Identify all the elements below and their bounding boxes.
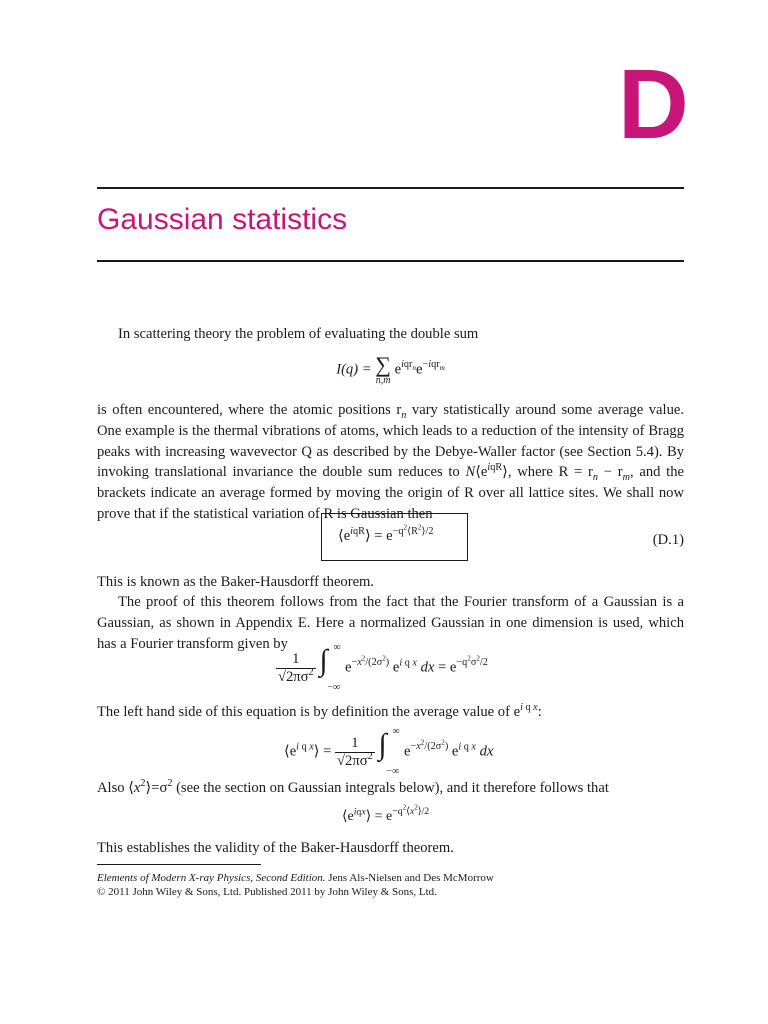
paragraph-conclusion: This establishes the validity of the Baker-Hausdorff theorem. bbox=[97, 840, 454, 856]
sum-index: n,m bbox=[375, 375, 391, 386]
fraction-norm: $\frac{1}{√2\pi\sigma^2}$ bbox=[278, 650, 314, 685]
equation-d1-number: (D.1) bbox=[652, 532, 684, 548]
paragraph-left-hand-side: The left hand side of this equation is by definition the average value of $e^{i q x}$: bbox=[97, 702, 542, 720]
equation-fourier: $\frac{1}{√2\pi\sigma^2}$ ∫ ∞ −∞ $e^{-x^2/(2\sigma^2)}$ $e^{i q x}$ dx = $e^{-q^2\sigma^2/2}$ bbox=[278, 642, 488, 693]
double-sum-lhs: I(q) = bbox=[336, 361, 372, 378]
paragraph-intro: In scattering theory the problem of evaluating the double sum bbox=[118, 326, 479, 342]
footnote-citation: Elements of Modern X-ray Physics, Second Edition. Jens Als-Nielsen and Des McMorrow bbox=[97, 872, 494, 884]
equation-result: $⟨e^{iqx}⟩ = e^{-q^2⟨x^2⟩/2}$ bbox=[342, 805, 430, 824]
equation-average: $⟨e^{i q x}⟩$ = $\frac{1}{√2\pi\sigma^2}$ ∫ ∞ −∞ $e^{-x^2/(2\sigma^2)}$ $e^{i q x}$ dx bbox=[284, 726, 494, 777]
integral-sign-2: ∫ ∞ −∞ bbox=[378, 726, 400, 777]
chapter-title: Gaussian statistics bbox=[97, 203, 348, 236]
appendix-letter: D bbox=[618, 49, 689, 159]
sum-operator: ∑ n,m bbox=[375, 352, 391, 386]
paragraph-baker-hausdorff: This is known as the Baker-Hausdorff theorem. bbox=[97, 574, 375, 590]
paragraph-proof: The proof of this theorem follows from the fact that the Fourier transform of a Gaussian is a Gaussian, as shown in Appendix E. Here a normalized Gaussian in one dimension is used, which has a Fourier transform given by bbox=[97, 594, 684, 652]
integral-sign: ∫ ∞ −∞ bbox=[319, 642, 341, 693]
paragraph-also: Also $⟨x^2⟩=\sigma^2$ (see the section on Gaussian integrals below), and it therefore follows that bbox=[97, 778, 609, 796]
footnote-copyright: © 2011 John Wiley & Sons, Ltd. Published 2011 by John Wiley & Sons, Ltd. bbox=[97, 886, 437, 898]
paragraph-atomic-positions: is often encountered, where the atomic positions $r_n$ vary statistically around some average value. One example is the thermal vibrations of atoms, which leads to a reduction of the intensity of Bragg peaks with increasing wavevector Q as described by the Debye-Waller factor (see Section 5.4). By invoking translational invariance the double sum reduces to $N⟨e^{iqR}⟩$, where $R = r_n - r_m$, and the brackets indicate an average formed by moving the origin of R over all lattice sites. We shall now prove that if the statistical variation of R is Gaussian then bbox=[97, 402, 684, 522]
top-rule bbox=[97, 187, 684, 189]
equation-d1: $⟨e^{iqR}⟩ = e^{-q^2⟨R^2⟩/2}$ bbox=[338, 523, 434, 544]
footnote-rule bbox=[97, 864, 261, 865]
equation-double-sum: I(q) = ∑ n,m $e^{iqr_n}e^{-iqr_m}$ bbox=[336, 352, 445, 386]
bottom-rule bbox=[97, 260, 684, 262]
fraction-norm-2: $\frac{1}{√2\pi\sigma^2}$ bbox=[337, 734, 373, 769]
